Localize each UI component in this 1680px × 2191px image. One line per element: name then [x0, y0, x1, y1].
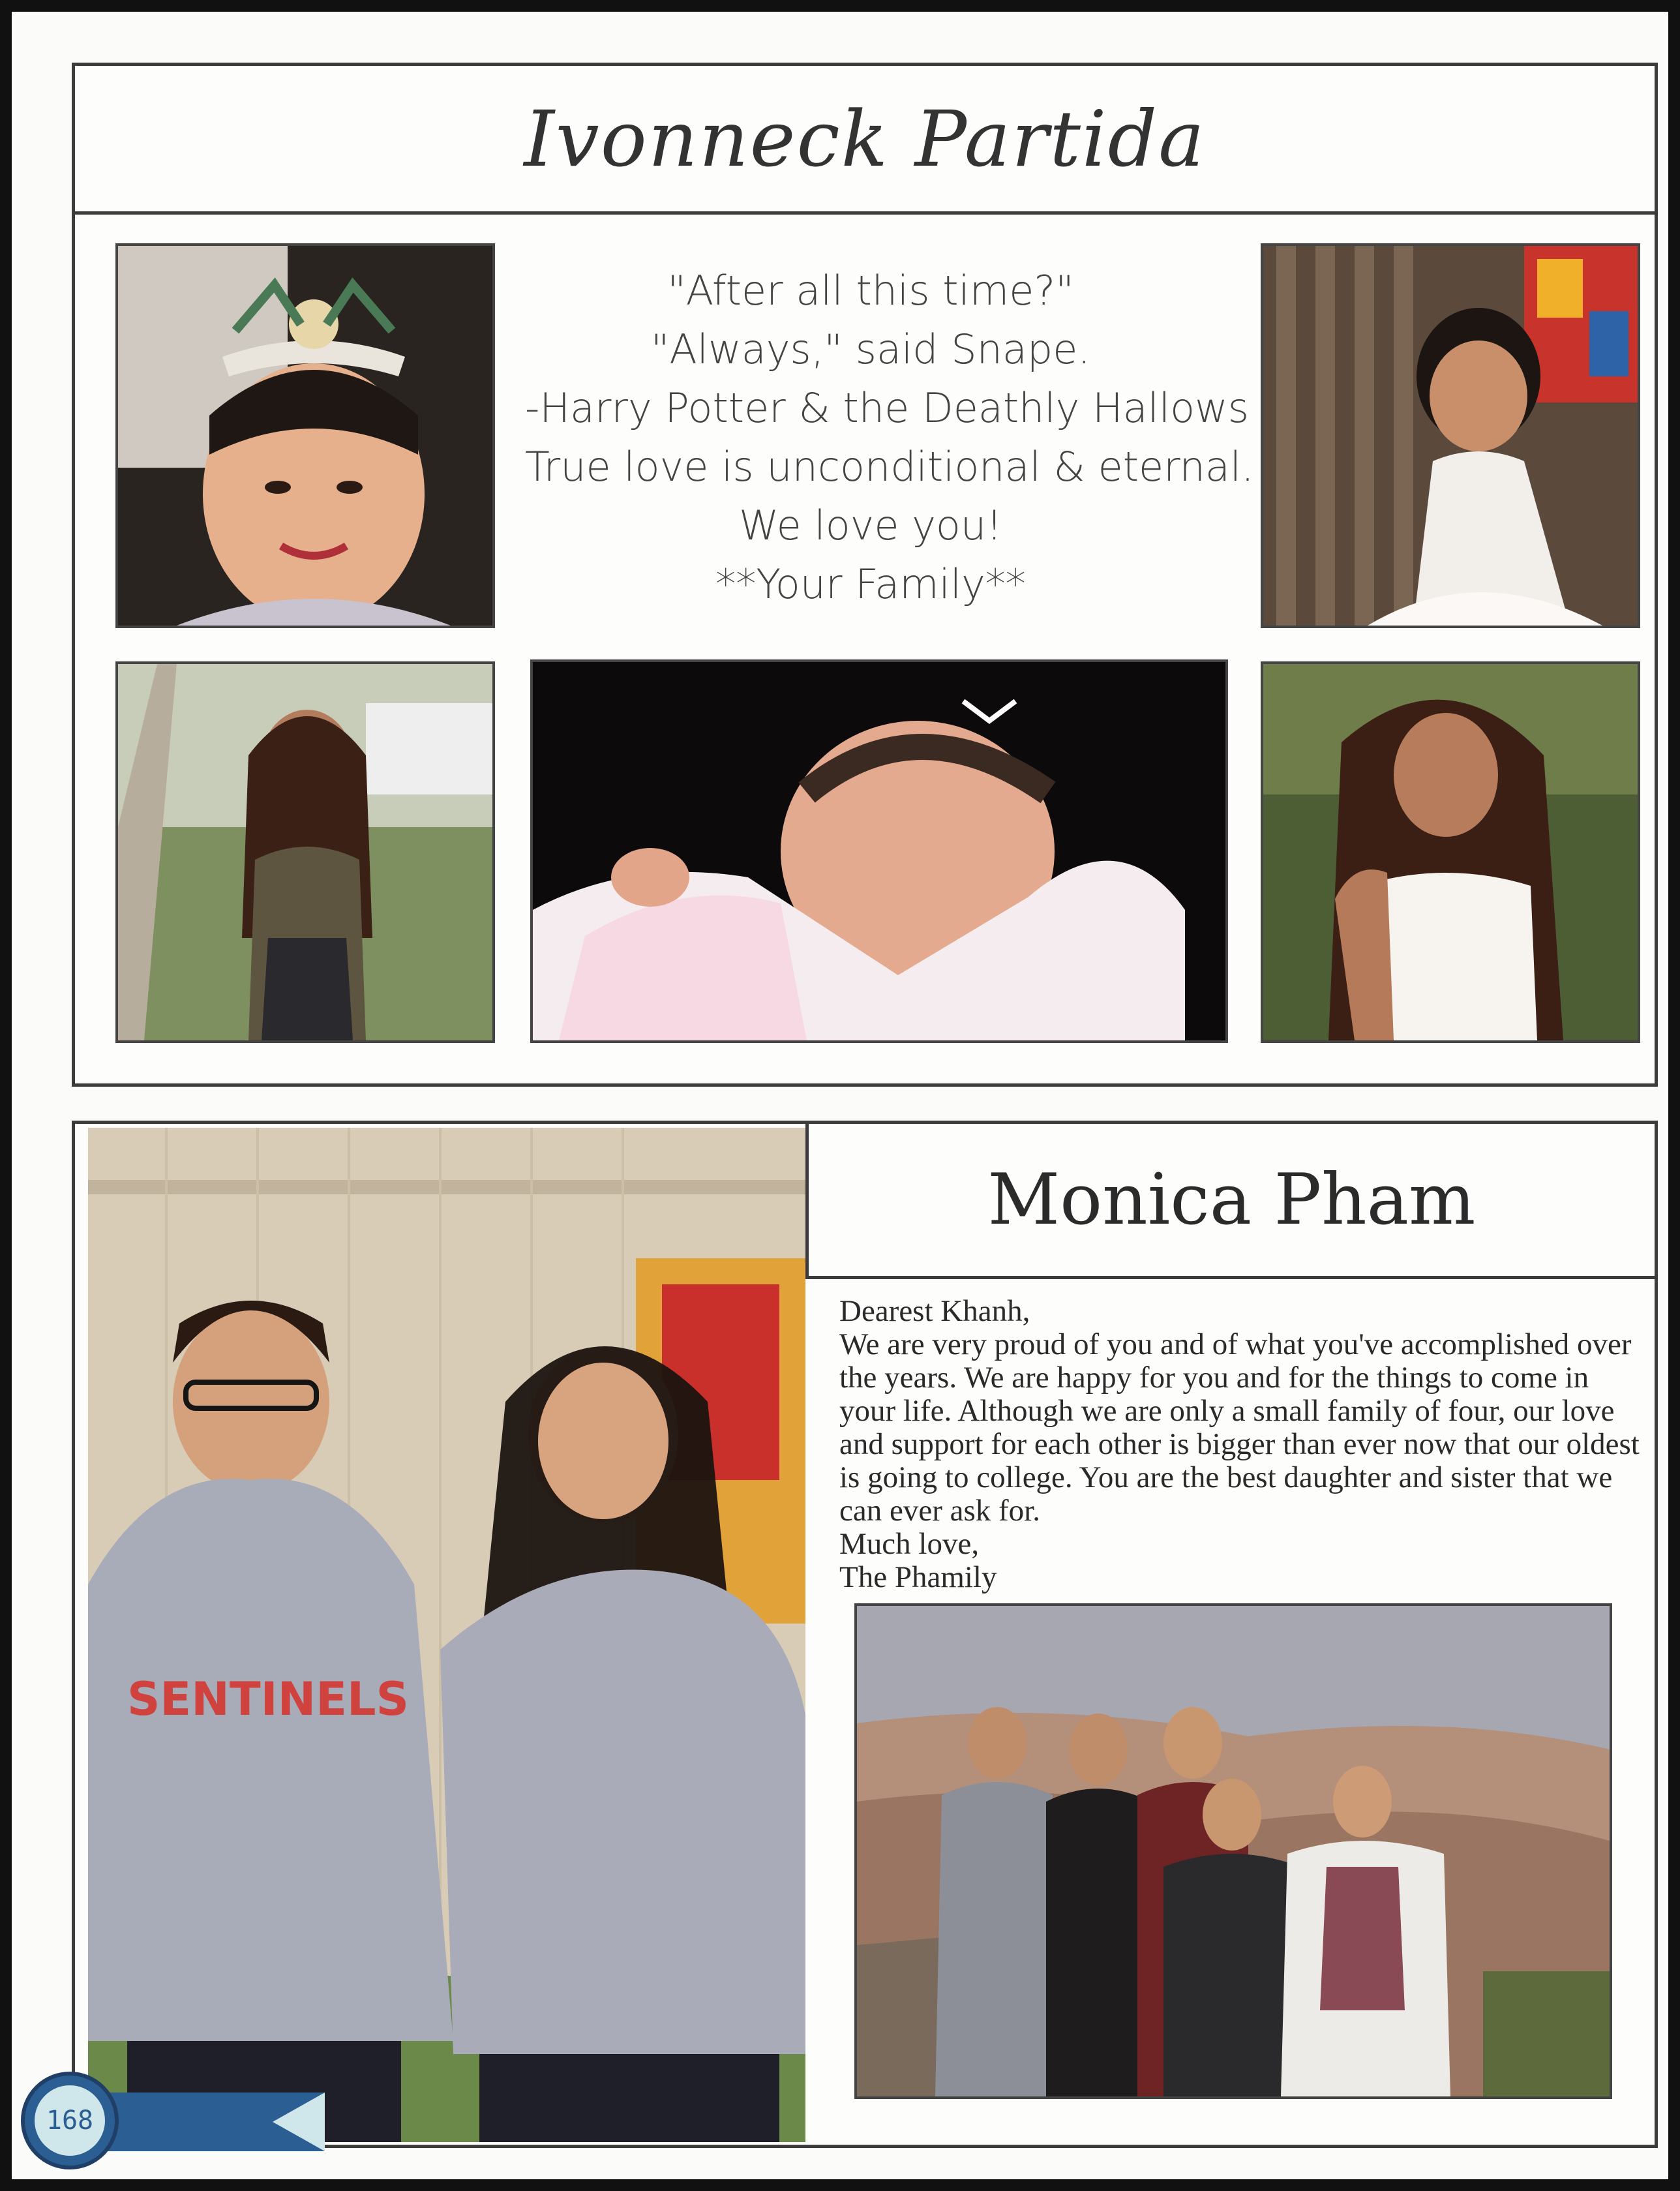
message-line: "Always," said Snape. [650, 325, 1091, 373]
ad-title-bar [805, 1124, 1655, 1279]
message-line: We love you! [739, 502, 1002, 549]
letter-body: We are very proud of you and of what you've accomplished over the years. We are happy for you and for the things to come in your life. Although we are only a small family of four, our love and support for each other is bigger than ever now that our oldest is going to college. You are the best daughter and sister that we can ever ask for. [839, 1327, 1640, 1528]
family-message [525, 262, 1254, 614]
senior-ad-pham [72, 1121, 1658, 2148]
senior-name: Monica Pham [987, 1159, 1476, 1241]
letter-line: The Phamily [839, 1560, 997, 1594]
letter-line: Much love, [839, 1527, 980, 1561]
message-line: "After all this time?" [667, 267, 1074, 314]
senior-name: Ivonneck Partida [524, 93, 1206, 184]
page-tab-notch [273, 2093, 325, 2151]
photo-toddler-white-dress [1261, 243, 1640, 628]
ad-title-bar [75, 66, 1655, 215]
photo-newborn [530, 659, 1228, 1043]
photo-siblings-hoodies [88, 1128, 805, 2142]
family-letter [839, 1295, 1648, 1594]
message-line: -Harry Potter & the Deathly Hallows [525, 384, 1250, 432]
message-line: **Your Family** [715, 560, 1026, 608]
svg-text:SENTINELS: SENTINELS [127, 1672, 410, 1726]
page-number: 168 [35, 2085, 105, 2156]
photo-family-canyon [854, 1603, 1612, 2099]
letter-line: Dearest Khanh, [839, 1294, 1030, 1328]
photo-teen-white-top [1261, 661, 1640, 1043]
photo-child-tiara [115, 243, 495, 628]
yearbook-page [12, 12, 1668, 2179]
page-number-badge [21, 2072, 119, 2169]
message-line: True love is unconditional & eternal. [525, 443, 1254, 491]
senior-ad-partida [72, 63, 1658, 1087]
photo-teen-garden [115, 661, 495, 1043]
